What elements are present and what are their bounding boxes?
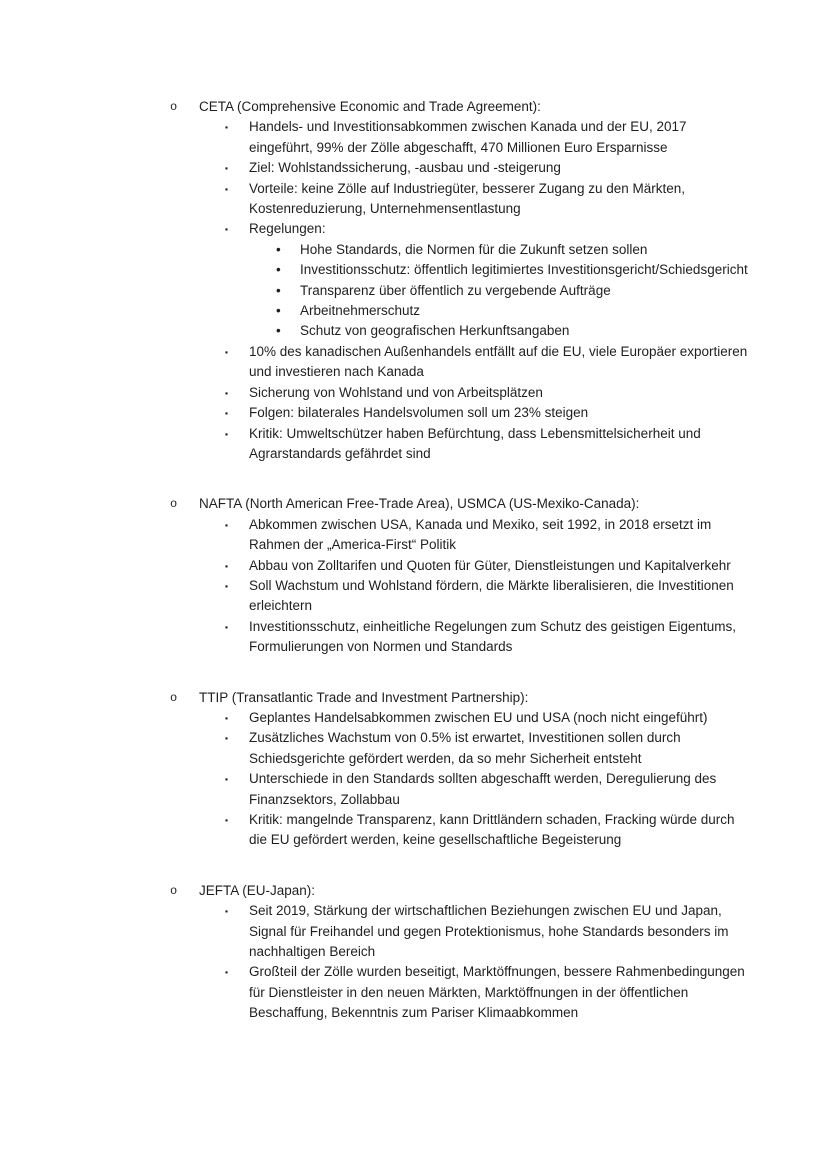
list-item: Großteil der Zölle wurden beseitigt, Marktöffnungen, bessere Rahmenbedingungen für Dienstleister in den neuen Märkten, Marktöffnungen in der öffentlichen Beschaffung, Bekenntnis zum Pariser Klimaabkommen	[249, 964, 745, 1021]
section-jefta	[0, 881, 748, 1024]
list-item: Ziel: Wohlstandssicherung, -ausbau und -steigerung	[249, 160, 561, 176]
list-item-row	[0, 219, 748, 239]
square-bullet-icon: ▪	[225, 621, 229, 632]
list-item-row	[0, 117, 748, 158]
list-item-row	[0, 515, 748, 556]
section-title: CETA (Comprehensive Economic and Trade Agreement):	[199, 99, 541, 114]
list-item: Zusätzliches Wachstum von 0.5% ist erwartet, Investitionen sollen durch Schiedsgerichte gefördert werden, da so mehr Sicherheit entsteht	[249, 730, 681, 766]
sub-list-item: Schutz von geografischen Herkunftsangaben	[300, 323, 570, 339]
square-bullet-icon: ▪	[225, 183, 229, 194]
section-title: JEFTA (EU-Japan):	[199, 882, 316, 898]
square-bullet-icon: ▪	[225, 122, 229, 133]
list-item: Unterschiede in den Standards sollten abgeschafft werden, Deregulierung des Finanzsektors, Zollabbau	[249, 771, 717, 807]
square-bullet-icon: ▪	[225, 906, 229, 917]
list-item: Sicherung von Wohlstand und von Arbeitsplätzen	[249, 384, 543, 400]
list-item-row	[0, 383, 748, 403]
circle-bullet-icon: o	[170, 883, 178, 898]
sub-list-item: Investitionsschutz: öffentlich legitimiertes Investitionsgericht/Schiedsgericht	[300, 262, 748, 278]
round-bullet-icon: •	[276, 262, 281, 278]
list-item-row	[0, 158, 748, 178]
section-ttip	[0, 688, 748, 851]
section-title-row	[0, 688, 748, 708]
square-bullet-icon: ▪	[225, 580, 229, 591]
list-item: Kritik: Umweltschützer haben Befürchtung, dass Lebensmittelsicherheit und Agrarstandards gefährdet sind	[249, 425, 701, 461]
list-item: Investitionsschutz, einheitliche Regelungen zum Schutz des geistigen Eigentums, Formulierungen von Normen und Standards	[249, 618, 737, 655]
list-item: Abkommen zwischen USA, Kanada und Mexiko, seit 1992, in 2018 ersetzt im Rahmen der „America-First“ Politik	[249, 516, 712, 553]
square-bullet-icon: ▪	[225, 387, 229, 398]
list-item: Seit 2019, Stärkung der wirtschaftlichen Beziehungen zwischen EU und Japan, Signal für Freihandel und gegen Protektionismus, hohe Standards besonders im nachhaltigen Bereich	[249, 903, 729, 960]
section-nafta-usmca	[0, 494, 748, 657]
list-item-row	[0, 728, 748, 769]
list-item-row	[0, 617, 748, 658]
list-item-row	[0, 576, 748, 617]
list-item-row	[0, 556, 748, 576]
square-bullet-icon: ▪	[225, 967, 229, 978]
square-bullet-icon: ▪	[225, 560, 229, 571]
square-bullet-icon: ▪	[225, 224, 229, 235]
square-bullet-icon: ▪	[225, 712, 229, 723]
list-item-row	[0, 769, 748, 810]
section-title: TTIP (Transatlantic Trade and Investment Partnership):	[199, 689, 529, 705]
round-bullet-icon: •	[276, 282, 281, 298]
list-item-row	[0, 708, 748, 728]
section-title-row	[0, 881, 748, 901]
square-bullet-icon: ▪	[225, 428, 229, 439]
section-title: NAFTA (North American Free-Trade Area), USMCA (US-Mexiko-Canada):	[199, 496, 640, 512]
list-item: 10% des kanadischen Außenhandels entfällt auf die EU, viele Europäer exportieren und investieren nach Kanada	[249, 343, 748, 380]
list-item: Abbau von Zolltarifen und Quoten für Güter, Dienstleistungen und Kapitalverkehr	[249, 557, 731, 573]
square-bullet-icon: ▪	[225, 346, 229, 357]
sub-list-item: Transparenz über öffentlich zu vergebende Aufträge	[300, 282, 611, 298]
sub-list-item-row	[0, 301, 748, 321]
list-item-row	[0, 403, 748, 423]
list-item: Soll Wachstum und Wohlstand fördern, die Märkte liberalisieren, die Investitionen erleichtern	[249, 577, 734, 614]
section-title-row	[0, 97, 748, 117]
sub-list-item-row	[0, 281, 748, 301]
list-item: Kritik: mangelnde Transparenz, kann Drittländern schaden, Fracking würde durch die EU gefördert werden, keine gesellschaftliche Begeisterung	[249, 812, 735, 848]
square-bullet-icon: ▪	[225, 408, 229, 419]
list-item: Regelungen:	[249, 221, 326, 237]
square-bullet-icon: ▪	[225, 519, 229, 530]
list-item: Geplantes Handelsabkommen zwischen EU und USA (noch nicht eingeführt)	[249, 709, 708, 725]
list-item: Vorteile: keine Zölle auf Industriegüter, besserer Zugang zu den Märkten, Kostenreduzierung, Unternehmensentlastung	[249, 180, 686, 217]
sub-list-item-row	[0, 240, 748, 260]
list-item: Folgen: bilaterales Handelsvolumen soll um 23% steigen	[249, 405, 589, 421]
square-bullet-icon: ▪	[225, 774, 229, 785]
sub-list-item: Hohe Standards, die Normen für die Zukunft setzen sollen	[300, 241, 648, 257]
circle-bullet-icon: o	[170, 497, 178, 512]
list-item-row	[0, 342, 748, 383]
sub-list-item: Arbeitnehmerschutz	[300, 303, 421, 319]
list-item-row	[0, 424, 748, 465]
round-bullet-icon: •	[276, 303, 281, 319]
square-bullet-icon: ▪	[225, 815, 229, 825]
section-title-row	[0, 494, 748, 514]
sub-list-item-row	[0, 260, 748, 280]
circle-bullet-icon: o	[170, 100, 178, 114]
section-ceta	[0, 97, 748, 464]
square-bullet-icon: ▪	[225, 163, 229, 174]
list-item-row	[0, 901, 748, 962]
list-item-row	[0, 962, 748, 1023]
square-bullet-icon: ▪	[225, 733, 229, 744]
list-item-row	[0, 810, 748, 851]
circle-bullet-icon: o	[170, 690, 178, 705]
round-bullet-icon: •	[276, 323, 281, 339]
document-content	[0, 97, 748, 1024]
round-bullet-icon: •	[276, 241, 281, 257]
list-item: Handels- und Investitionsabkommen zwischen Kanada und der EU, 2017 eingeführt, 99% der Zölle abgeschafft, 470 Millionen Euro Ersparnisse	[249, 119, 687, 155]
sub-list-item-row	[0, 321, 748, 341]
list-item-row	[0, 179, 748, 220]
